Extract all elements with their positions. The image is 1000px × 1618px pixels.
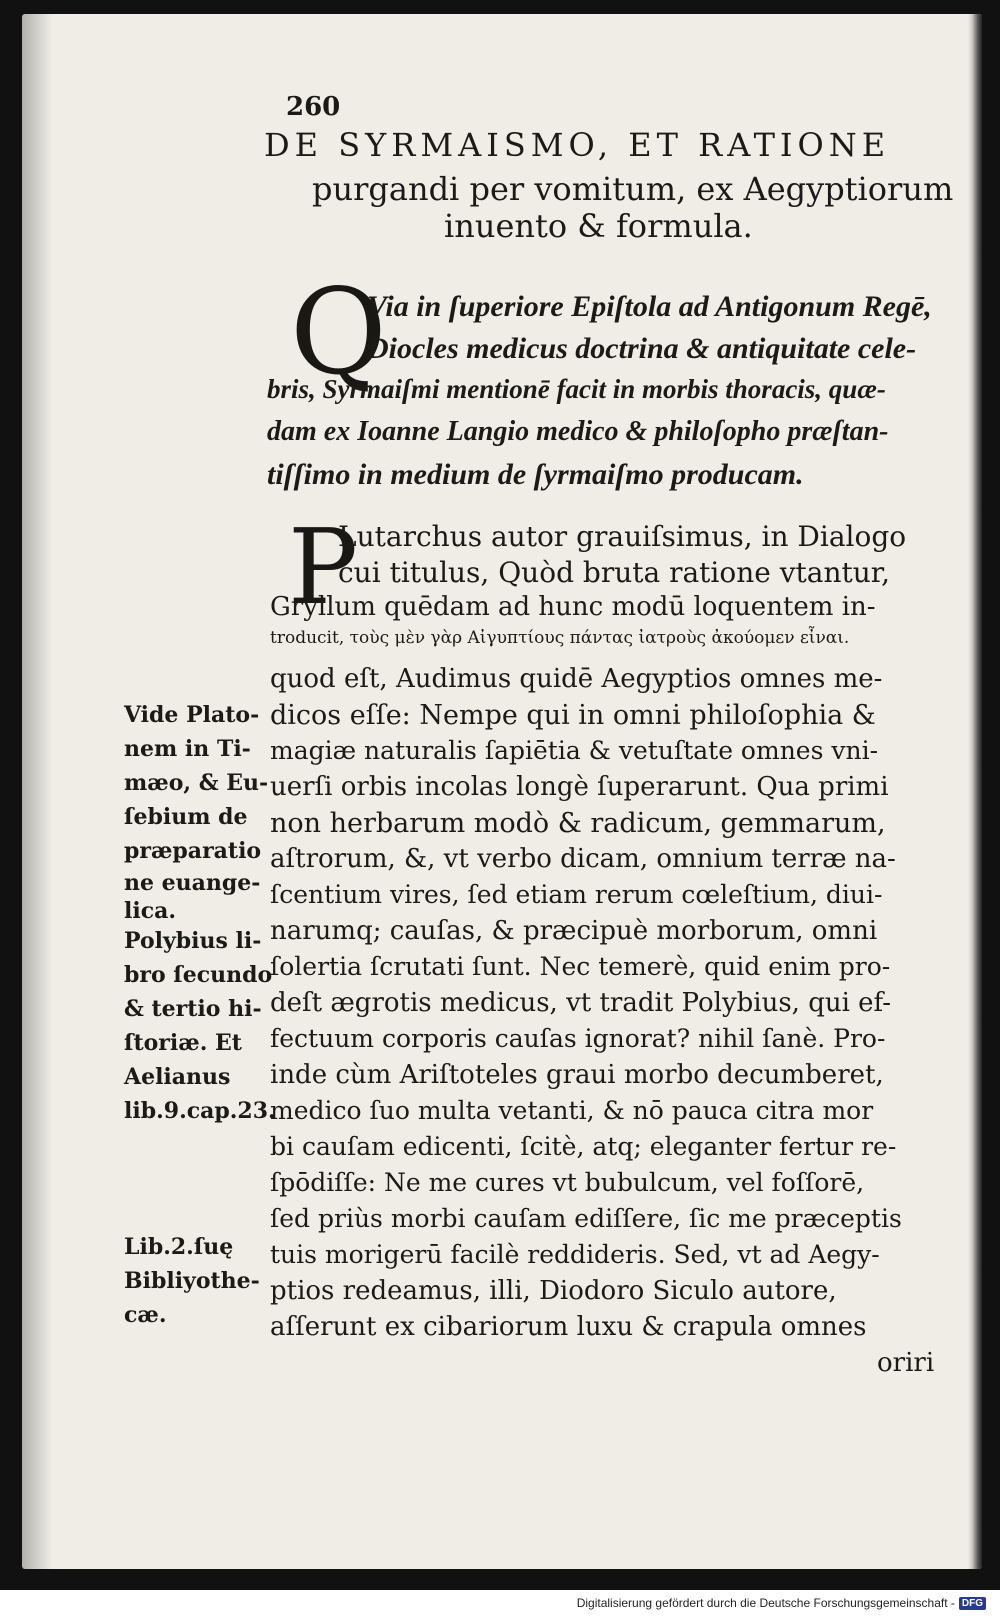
intro-line: Via in ſuperiore Epiſtola ad Antigonum Regē, [367,290,932,323]
body-drop-cap: P [288,506,358,628]
body-line: ptios redeamus, illi, Diodoro Siculo autore, [270,1276,837,1306]
body-line: troducit, τοὺς μὲν γὰρ Αἰγυπτίους πάντας ἰατροὺς ἀκούομεν εἶναι. [270,628,850,648]
body-line: magiæ naturalis ſapiētia & vetuſtate omnes vni- [270,736,879,765]
body-line: dicos eſſe: Nempe qui in omni philoſophia & [270,700,876,731]
body-line: uerſi orbis incolas longè ſuperarunt. Qua primi [270,772,889,802]
gutter-shadow [22,14,52,1569]
body-line: deſt ægrotis medicus, vt tradit Polybius, qui ef- [270,988,892,1018]
marginal-note: mæo, & Eu- [124,770,269,796]
body-line: narumq; cauſas, & præcipuè morborum, omni [270,916,878,946]
page-edge [968,14,982,1569]
intro-line: dam ex Ioanne Langio medico & philoſopho præſtan- [267,416,889,447]
body-line: quod eſt, Audimus quidē Aegyptios omnes me- [270,664,883,694]
marginal-note: ſtoriæ. Et [124,1030,242,1056]
body-line: non herbarum modò & radicum, gemmarum, [270,808,886,839]
catchword: oriri [877,1348,935,1378]
body-line: aſtrorum, &, vt verbo dicam, omnium terræ na- [270,844,896,874]
body-line: inde cùm Ariſtoteles graui morbo decumberet, [270,1060,884,1090]
marginal-note: præparatio [124,838,262,864]
chapter-title-line-1: DE SYRMAISMO, ET RATIONE [264,126,891,164]
marginal-note: cæ. [124,1302,167,1328]
marginal-note: lib.9.cap.23. [124,1098,276,1124]
intro-line: Diocles medicus doctrina & antiquitate cele- [367,332,917,365]
body-line: fectuum corporis cauſas ignorat? nihil ſanè. Pro- [270,1024,886,1053]
body-line: ſed priùs morbi cauſam ediſſere, ſic me præceptis [270,1204,902,1233]
marginal-note: Vide Plato- [124,702,260,728]
body-line: aſſerunt ex cibariorum luxu & crapula omnes [270,1312,867,1342]
marginal-note: ne euange- [124,870,261,896]
marginal-note: & tertio hi- [124,996,262,1022]
marginal-note: lica. [124,898,177,924]
body-line: ſolertia ſcrutati ſunt. Nec temerè, quid enim pro- [270,952,891,981]
book-page [22,14,982,1569]
digitization-credit [577,1596,986,1610]
page-number: 260 [286,92,341,122]
marginal-note: ſebium de [124,804,248,830]
body-line: tuis morigerū facilè reddideris. Sed, vt ad Aegy- [270,1240,880,1269]
body-line: cui titulus, Quòd bruta ratione vtantur, [338,556,891,589]
body-line: bi cauſam edicenti, ſcitè, atq; eleganter fertur re- [270,1132,897,1161]
marginal-note: Bibliyothe- [124,1268,260,1294]
dfg-logo[interactable]: DFG [959,1597,986,1610]
body-line: ſpōdiſſe: Ne me cures vt bubulcum, vel foſſorē, [270,1168,865,1197]
chapter-title-line-3: inuento & formula. [444,207,753,245]
intro-line: tiſſimo in medium de ſyrmaiſmo producam. [267,458,804,491]
marginal-note: Polybius li- [124,928,262,954]
body-line: Gryllum quēdam ad hunc modū loquentem in- [270,592,876,622]
credit-text: Digitalisierung gefördert durch die Deutsche Forschungsgemeinschaft - [576,1596,955,1610]
chapter-title-line-2: purgandi per vomitum, ex Aegyptiorum [312,170,954,208]
intro-line: bris, Syrmaiſmi mentionē facit in morbis thoracis, quæ- [267,374,886,404]
intro-drop-cap: Q [290,263,387,401]
body-line: ſcentium vires, ſed etiam rerum cœleſtium, diui- [270,880,883,909]
marginal-note: Lib.2.ſuę [124,1234,234,1260]
marginal-note: Aelianus [124,1064,231,1090]
body-line: Lutarchus autor grauiſsimus, in Dialogo [338,520,907,553]
body-line: medico ſuo multa vetanti, & nō pauca citra mor [270,1096,874,1125]
marginal-note: nem in Ti- [124,736,251,762]
marginal-note: bro ſecundo [124,962,273,988]
